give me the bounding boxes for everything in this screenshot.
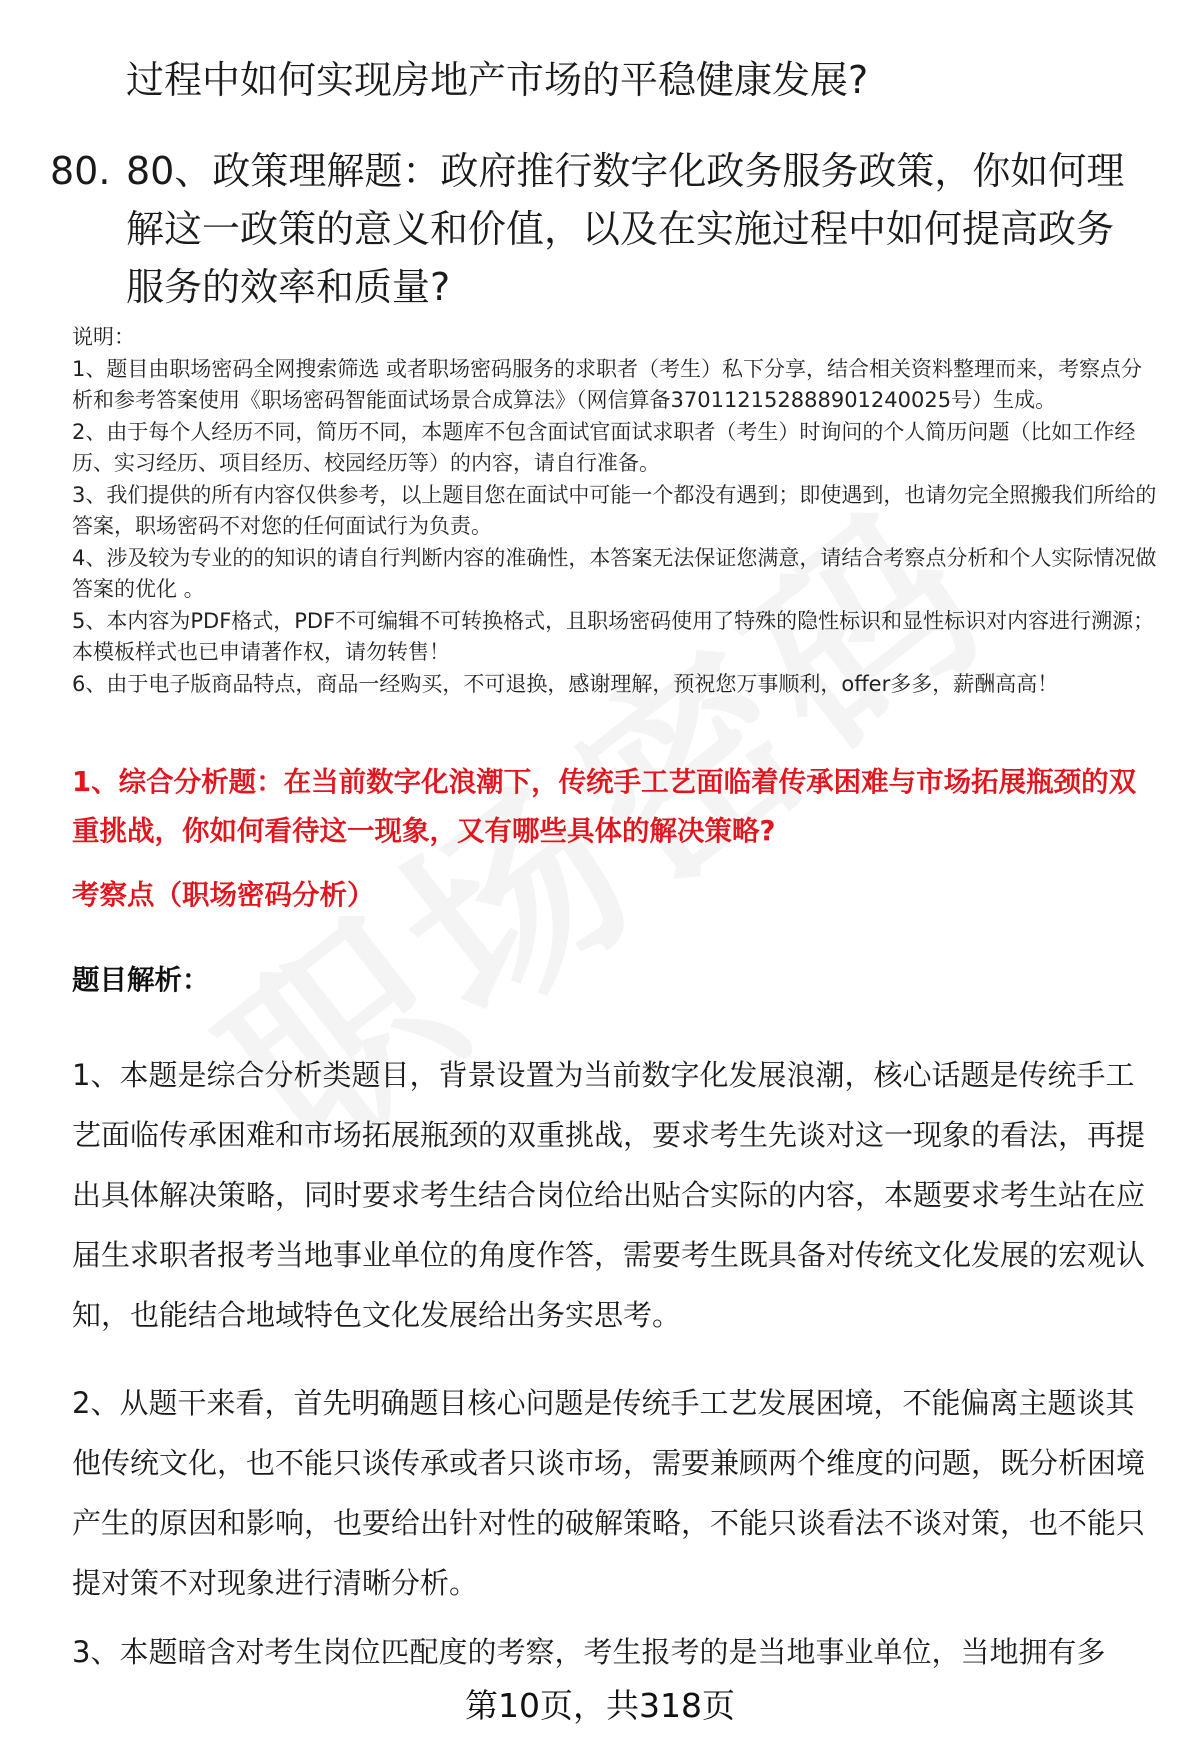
notes-block	[72, 322, 1162, 700]
previous-question-tail: 过程中如何实现房地产市场的平稳健康发展?	[126, 58, 869, 102]
note-item: 1、题目由职场密码全网搜索筛选 或者职场密码服务的求职者（考生）私下分享，结合相关资料整理而来，考察点分析和参考答案使用《职场密码智能面试场景合成算法》（网信算备370112152888901240025号）生成。	[72, 356, 1143, 412]
analysis-paragraph-text: 2、从题干来看，首先明确题目核心问题是传统手工艺发展困境，不能偏离主题谈其他传统文化，也不能只谈传承或者只谈市场，需要兼顾两个维度的问题，既分析困境产生的原因和影响，也要给出针对性的破解策略，不能只谈看法不谈对策，也不能只提对策不对现象进行清晰分析。	[72, 1386, 1146, 1600]
question-80	[50, 142, 1150, 316]
page-number-footer: 第10页，共318页	[465, 1686, 735, 1725]
analysis-paragraph	[72, 1373, 1154, 1613]
analysis-paragraph	[72, 1622, 1154, 1682]
note-item: 2、由于每个人经历不同，简历不同，本题库不包含面试官面试求职者（考生）时询问的个人简历问题（比如工作经历、实习经历、项目经历、校园经历等）的内容，请自行准备。	[72, 419, 1136, 475]
note-item: 4、涉及较为专业的的知识的请自行判断内容的准确性，本答案无法保证您满意，请结合考察点分析和个人实际情况做答案的优化 。	[72, 545, 1157, 601]
section-heading-analysis: 题目解析：	[72, 964, 210, 996]
note-item: 3、我们提供的所有内容仅供参考，以上题目您在面试中可能一个都没有遇到；即使遇到，也请勿完全照搬我们所给的答案，职场密码不对您的任何面试行为负责。	[72, 482, 1157, 538]
question-80-number: 80.	[50, 149, 111, 193]
analysis-paragraph-text: 1、本题是综合分析类题目，背景设置为当前数字化发展浪潮，核心话题是传统手工艺面临传承困难和市场拓展瓶颈的双重挑战，要求考生先谈对这一现象的看法，再提出具体解决策略，同时要求考生结合岗位给出贴合实际的内容，本题要求考生站在应届生求职者报考当地事业单位的角度作答，需要考生既具备对传统文化发展的宏观认知，也能结合地域特色文化发展给出务实思考。	[72, 1058, 1146, 1332]
analysis-paragraph	[72, 1045, 1154, 1345]
notes-heading: 说明：	[72, 325, 135, 349]
analysis-paragraph-text: 3、本题暗含对考生岗位匹配度的考察，考生报考的是当地事业单位，当地拥有多	[72, 1635, 1106, 1669]
question-1-title: 1、综合分析题：在当前数字化浪潮下，传统手工艺面临着传承困难与市场拓展瓶颈的双重挑战，你如何看待这一现象，又有哪些具体的解决策略?	[72, 766, 1137, 847]
note-item: 6、由于电子版商品特点，商品一经购买，不可退换，感谢理解，预祝您万事顺利，offer多多，薪酬高高！	[72, 671, 1059, 696]
section-heading-kaochadian: 考察点（职场密码分析）	[72, 879, 375, 911]
question-80-text: 80、政策理解题：政府推行数字化政务服务政策，你如何理解这一政策的意义和价值，以及在实施过程中如何提高政务服务的效率和质量?	[126, 149, 1125, 309]
note-item: 5、本内容为PDF格式，PDF不可编辑不可转换格式，且职场密码使用了特殊的隐性标识和显性标识对内容进行溯源；本模板样式也已申请著作权，请勿转售！	[72, 608, 1155, 664]
